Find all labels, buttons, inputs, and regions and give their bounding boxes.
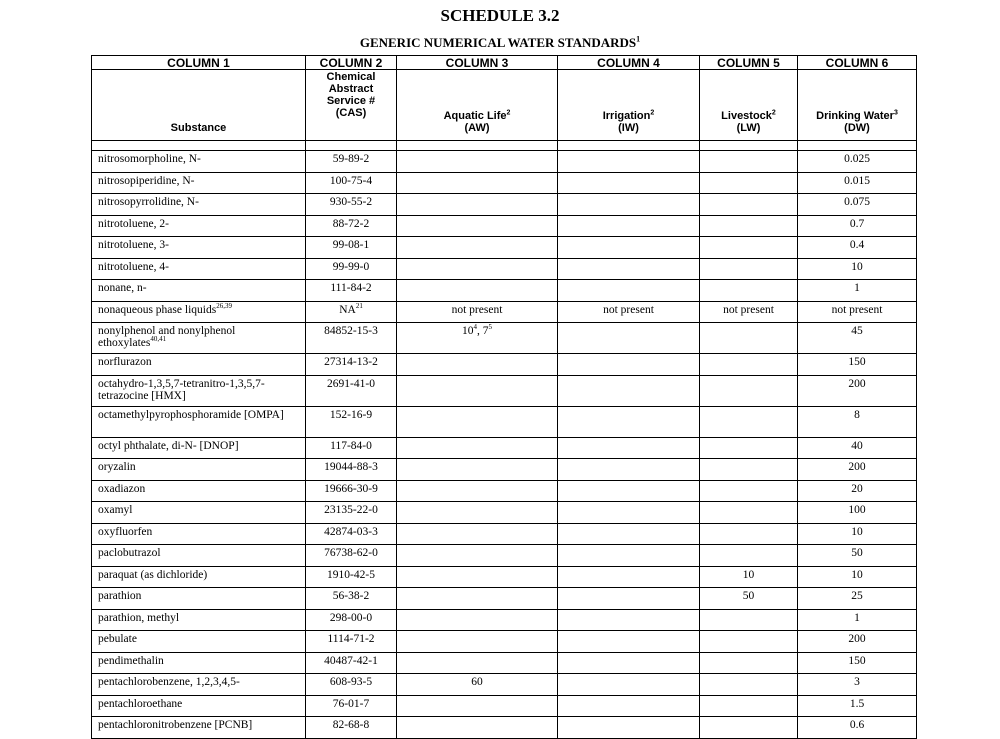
irrigation-cell bbox=[558, 652, 700, 674]
aquatic-life-cell bbox=[397, 151, 558, 173]
substance-cell: nonaqueous phase liquids$^{26,39}$ bbox=[92, 301, 306, 323]
substance-header: Substance bbox=[92, 70, 306, 141]
aquatic-life-cell bbox=[397, 566, 558, 588]
aw-footnote: 2 bbox=[506, 109, 511, 117]
dw-label: Drinking Water bbox=[816, 110, 894, 122]
table-row bbox=[92, 406, 917, 437]
irrigation-cell bbox=[558, 375, 700, 406]
substance-cell: paclobutrazol bbox=[92, 545, 306, 567]
irrigation-cell: not present bbox=[558, 301, 700, 323]
cas-cell: 608-93-5 bbox=[306, 674, 397, 696]
drinking-water-cell: 0.025 bbox=[798, 151, 917, 173]
cas-cell: 2691-41-0 bbox=[306, 375, 397, 406]
drinking-water-cell: 8 bbox=[798, 406, 917, 437]
column-5-header: COLUMN 5 bbox=[700, 56, 798, 70]
drinking-water-cell: 50 bbox=[798, 545, 917, 567]
drinking-water-cell: 1 bbox=[798, 609, 917, 631]
livestock-cell bbox=[700, 631, 798, 653]
substance-cell: octamethylpyrophosphoramide [OMPA] bbox=[92, 406, 306, 437]
aquatic-life-cell bbox=[397, 588, 558, 610]
substance-cell: oxadiazon bbox=[92, 480, 306, 502]
table-row bbox=[92, 652, 917, 674]
iw-abbr: (IW) bbox=[618, 122, 639, 134]
table-row bbox=[92, 375, 917, 406]
table-row bbox=[92, 523, 917, 545]
aquatic-life-cell bbox=[397, 258, 558, 280]
aquatic-life-cell bbox=[397, 280, 558, 302]
livestock-header bbox=[700, 70, 798, 141]
substance-cell: pentachloroethane bbox=[92, 695, 306, 717]
drinking-water-cell: 20 bbox=[798, 480, 917, 502]
drinking-water-cell: 40 bbox=[798, 437, 917, 459]
aquatic-life-cell bbox=[397, 502, 558, 524]
table-row bbox=[92, 301, 917, 323]
drinking-water-cell: 45 bbox=[798, 323, 917, 354]
aquatic-life-cell bbox=[397, 652, 558, 674]
aw-value-footnote: 4 bbox=[473, 323, 477, 332]
table-row bbox=[92, 545, 917, 567]
irrigation-cell bbox=[558, 631, 700, 653]
irrigation-cell bbox=[558, 480, 700, 502]
aquatic-life-cell bbox=[397, 406, 558, 437]
substance-cell: oryzalin bbox=[92, 459, 306, 481]
livestock-cell bbox=[700, 406, 798, 437]
water-standards-table bbox=[91, 55, 917, 739]
table-row bbox=[92, 215, 917, 237]
table-row bbox=[92, 459, 917, 481]
livestock-cell: 10 bbox=[700, 566, 798, 588]
irrigation-cell bbox=[558, 215, 700, 237]
livestock-cell bbox=[700, 354, 798, 376]
substance-cell: pendimethalin bbox=[92, 652, 306, 674]
cas-header-line: Chemical bbox=[326, 71, 376, 83]
table-row bbox=[92, 588, 917, 610]
substance-cell: oxamyl bbox=[92, 502, 306, 524]
substance-cell: paraquat (as dichloride) bbox=[92, 566, 306, 588]
drinking-water-cell: 150 bbox=[798, 652, 917, 674]
livestock-cell bbox=[700, 545, 798, 567]
dw-footnote: 3 bbox=[893, 109, 898, 117]
cas-header-line: Service # bbox=[326, 95, 376, 107]
irrigation-cell bbox=[558, 695, 700, 717]
drinking-water-cell: 150 bbox=[798, 354, 917, 376]
substance-cell: nonylphenol and nonylphenol ethoxylates$^{40,41}$ bbox=[92, 323, 306, 354]
substance-cell: pebulate bbox=[92, 631, 306, 653]
table-row bbox=[92, 194, 917, 216]
aquatic-life-cell bbox=[397, 172, 558, 194]
table-row bbox=[92, 566, 917, 588]
cas-cell: 59-89-2 bbox=[306, 151, 397, 173]
cas-cell: 152-16-9 bbox=[306, 406, 397, 437]
table-row bbox=[92, 151, 917, 173]
cas-cell: 19666-30-9 bbox=[306, 480, 397, 502]
cas-cell: 40487-42-1 bbox=[306, 652, 397, 674]
table-body bbox=[92, 151, 917, 739]
aquatic-life-cell bbox=[397, 459, 558, 481]
livestock-cell bbox=[700, 280, 798, 302]
table-row bbox=[92, 695, 917, 717]
drinking-water-cell: 200 bbox=[798, 459, 917, 481]
table-row bbox=[92, 674, 917, 696]
irrigation-cell bbox=[558, 674, 700, 696]
aquatic-life-cell bbox=[397, 215, 558, 237]
column-3-header: COLUMN 3 bbox=[397, 56, 558, 70]
irrigation-cell bbox=[558, 566, 700, 588]
livestock-cell bbox=[700, 194, 798, 216]
table-row bbox=[92, 280, 917, 302]
table-row bbox=[92, 480, 917, 502]
livestock-cell bbox=[700, 459, 798, 481]
drinking-water-cell: 100 bbox=[798, 502, 917, 524]
cas-cell: NA$^{21}$ bbox=[306, 301, 397, 323]
irrigation-cell bbox=[558, 502, 700, 524]
aw-label: Aquatic Life bbox=[443, 110, 507, 122]
substance-cell: nitrosopyrrolidine, N- bbox=[92, 194, 306, 216]
column-title-row bbox=[92, 70, 917, 141]
subtitle-footnote: 1 bbox=[636, 34, 641, 44]
aquatic-life-cell bbox=[397, 545, 558, 567]
cas-cell: 930-55-2 bbox=[306, 194, 397, 216]
cas-cell: 99-99-0 bbox=[306, 258, 397, 280]
substance-cell: nitrotoluene, 4- bbox=[92, 258, 306, 280]
substance-footnote: 40,41 bbox=[150, 335, 167, 344]
aquatic-life-cell bbox=[397, 437, 558, 459]
irrigation-header bbox=[558, 70, 700, 141]
cas-cell: 76-01-7 bbox=[306, 695, 397, 717]
drinking-water-cell: 1.5 bbox=[798, 695, 917, 717]
aquatic-life-cell bbox=[397, 631, 558, 653]
cas-header-line: (CAS) bbox=[335, 107, 367, 119]
substance-cell: pentachloronitrobenzene [PCNB] bbox=[92, 717, 306, 739]
drinking-water-cell: not present bbox=[798, 301, 917, 323]
irrigation-cell bbox=[558, 459, 700, 481]
table-row bbox=[92, 502, 917, 524]
livestock-cell bbox=[700, 609, 798, 631]
cas-cell: 1114-71-2 bbox=[306, 631, 397, 653]
substance-cell: parathion bbox=[92, 588, 306, 610]
irrigation-cell bbox=[558, 545, 700, 567]
cas-cell: 298-00-0 bbox=[306, 609, 397, 631]
livestock-cell bbox=[700, 674, 798, 696]
drinking-water-cell: 10 bbox=[798, 258, 917, 280]
substance-cell: nitrosopiperidine, N- bbox=[92, 172, 306, 194]
livestock-cell bbox=[700, 437, 798, 459]
irrigation-cell bbox=[558, 437, 700, 459]
cas-cell: 27314-13-2 bbox=[306, 354, 397, 376]
livestock-cell bbox=[700, 523, 798, 545]
livestock-cell bbox=[700, 151, 798, 173]
column-number-row bbox=[92, 56, 917, 70]
livestock-cell bbox=[700, 375, 798, 406]
irrigation-cell bbox=[558, 194, 700, 216]
livestock-cell bbox=[700, 323, 798, 354]
cas-header-line: Abstract bbox=[328, 83, 374, 95]
irrigation-cell bbox=[558, 588, 700, 610]
cas-cell: 99-08-1 bbox=[306, 237, 397, 259]
aquatic-life-cell bbox=[397, 717, 558, 739]
column-4-header: COLUMN 4 bbox=[558, 56, 700, 70]
aquatic-life-cell bbox=[397, 523, 558, 545]
aw-abbr: (AW) bbox=[464, 122, 490, 134]
livestock-cell bbox=[700, 237, 798, 259]
cas-cell: 23135-22-0 bbox=[306, 502, 397, 524]
iw-footnote: 2 bbox=[650, 109, 655, 117]
livestock-cell bbox=[700, 480, 798, 502]
aquatic-life-cell bbox=[397, 695, 558, 717]
drinking-water-cell: 1 bbox=[798, 280, 917, 302]
cas-cell: 117-84-0 bbox=[306, 437, 397, 459]
livestock-cell bbox=[700, 215, 798, 237]
column-1-header: COLUMN 1 bbox=[92, 56, 306, 70]
table-row bbox=[92, 717, 917, 739]
irrigation-cell bbox=[558, 258, 700, 280]
table-row bbox=[92, 354, 917, 376]
subtitle-text: GENERIC NUMERICAL WATER STANDARDS bbox=[359, 35, 637, 50]
substance-cell: norflurazon bbox=[92, 354, 306, 376]
aquatic-life-cell: 60 bbox=[397, 674, 558, 696]
table-row bbox=[92, 237, 917, 259]
aquatic-life-cell bbox=[397, 237, 558, 259]
dw-abbr: (DW) bbox=[844, 122, 870, 134]
irrigation-cell bbox=[558, 237, 700, 259]
aquatic-life-cell bbox=[397, 609, 558, 631]
cas-cell: 56-38-2 bbox=[306, 588, 397, 610]
drinking-water-cell: 200 bbox=[798, 375, 917, 406]
livestock-cell bbox=[700, 717, 798, 739]
drinking-water-cell: 0.6 bbox=[798, 717, 917, 739]
cas-cell: 111-84-2 bbox=[306, 280, 397, 302]
drinking-water-cell: 200 bbox=[798, 631, 917, 653]
table-subtitle bbox=[0, 35, 1000, 51]
livestock-cell: 50 bbox=[700, 588, 798, 610]
drinking-water-cell: 25 bbox=[798, 588, 917, 610]
cas-cell: 100-75-4 bbox=[306, 172, 397, 194]
cas-cell: 82-68-8 bbox=[306, 717, 397, 739]
lw-label: Livestock bbox=[721, 110, 772, 122]
livestock-cell bbox=[700, 172, 798, 194]
irrigation-cell bbox=[558, 717, 700, 739]
iw-label: Irrigation bbox=[602, 110, 651, 122]
cas-cell: 1910-42-5 bbox=[306, 566, 397, 588]
irrigation-cell bbox=[558, 323, 700, 354]
cas-cell: 76738-62-0 bbox=[306, 545, 397, 567]
table-row bbox=[92, 172, 917, 194]
drinking-water-cell: 0.4 bbox=[798, 237, 917, 259]
irrigation-cell bbox=[558, 406, 700, 437]
table-row bbox=[92, 258, 917, 280]
aquatic-life-header bbox=[397, 70, 558, 141]
table-row bbox=[92, 609, 917, 631]
aquatic-life-cell bbox=[397, 354, 558, 376]
drinking-water-cell: 0.7 bbox=[798, 215, 917, 237]
cas-cell: 88-72-2 bbox=[306, 215, 397, 237]
table-row bbox=[92, 323, 917, 354]
substance-cell: nonane, n- bbox=[92, 280, 306, 302]
aquatic-life-cell: not present bbox=[397, 301, 558, 323]
column-2-header: COLUMN 2 bbox=[306, 56, 397, 70]
aquatic-life-cell: $10^4$, $7^5$ bbox=[397, 323, 558, 354]
livestock-cell bbox=[700, 695, 798, 717]
cas-cell: 42874-03-3 bbox=[306, 523, 397, 545]
substance-cell: pentachlorobenzene, 1,2,3,4,5- bbox=[92, 674, 306, 696]
cas-cell: 19044-88-3 bbox=[306, 459, 397, 481]
lw-footnote: 2 bbox=[771, 109, 776, 117]
substance-cell: oxyfluorfen bbox=[92, 523, 306, 545]
lw-abbr: (LW) bbox=[736, 122, 761, 134]
schedule-title: SCHEDULE 3.2 bbox=[440, 6, 560, 25]
substance-cell: nitrotoluene, 2- bbox=[92, 215, 306, 237]
livestock-cell bbox=[700, 258, 798, 280]
irrigation-cell bbox=[558, 523, 700, 545]
irrigation-cell bbox=[558, 280, 700, 302]
substance-cell: octahydro-1,3,5,7-tetranitro-1,3,5,7-tetrazocine [HMX] bbox=[92, 375, 306, 406]
header-spacer-row bbox=[92, 141, 917, 151]
table-row bbox=[92, 631, 917, 653]
aquatic-life-cell bbox=[397, 194, 558, 216]
substance-cell: octyl phthalate, di-N- [DNOP] bbox=[92, 437, 306, 459]
table-row bbox=[92, 437, 917, 459]
substance-cell: parathion, methyl bbox=[92, 609, 306, 631]
drinking-water-cell: 0.015 bbox=[798, 172, 917, 194]
substance-footnote: 26,39 bbox=[216, 301, 232, 310]
livestock-cell bbox=[700, 652, 798, 674]
cas-cell: 84852-15-3 bbox=[306, 323, 397, 354]
livestock-cell bbox=[700, 502, 798, 524]
cas-footnote: 21 bbox=[355, 301, 363, 310]
drinking-water-cell: 0.075 bbox=[798, 194, 917, 216]
cas-header bbox=[306, 70, 397, 141]
drinking-water-cell: 3 bbox=[798, 674, 917, 696]
aquatic-life-cell bbox=[397, 375, 558, 406]
drinking-water-header bbox=[798, 70, 917, 141]
substance-cell: nitrotoluene, 3- bbox=[92, 237, 306, 259]
substance-cell: nitrosomorpholine, N- bbox=[92, 151, 306, 173]
drinking-water-cell: 10 bbox=[798, 523, 917, 545]
irrigation-cell bbox=[558, 172, 700, 194]
livestock-cell: not present bbox=[700, 301, 798, 323]
column-6-header: COLUMN 6 bbox=[798, 56, 917, 70]
irrigation-cell bbox=[558, 354, 700, 376]
irrigation-cell bbox=[558, 609, 700, 631]
aw-value-footnote: 5 bbox=[488, 323, 492, 332]
aquatic-life-cell bbox=[397, 480, 558, 502]
irrigation-cell bbox=[558, 151, 700, 173]
drinking-water-cell: 10 bbox=[798, 566, 917, 588]
